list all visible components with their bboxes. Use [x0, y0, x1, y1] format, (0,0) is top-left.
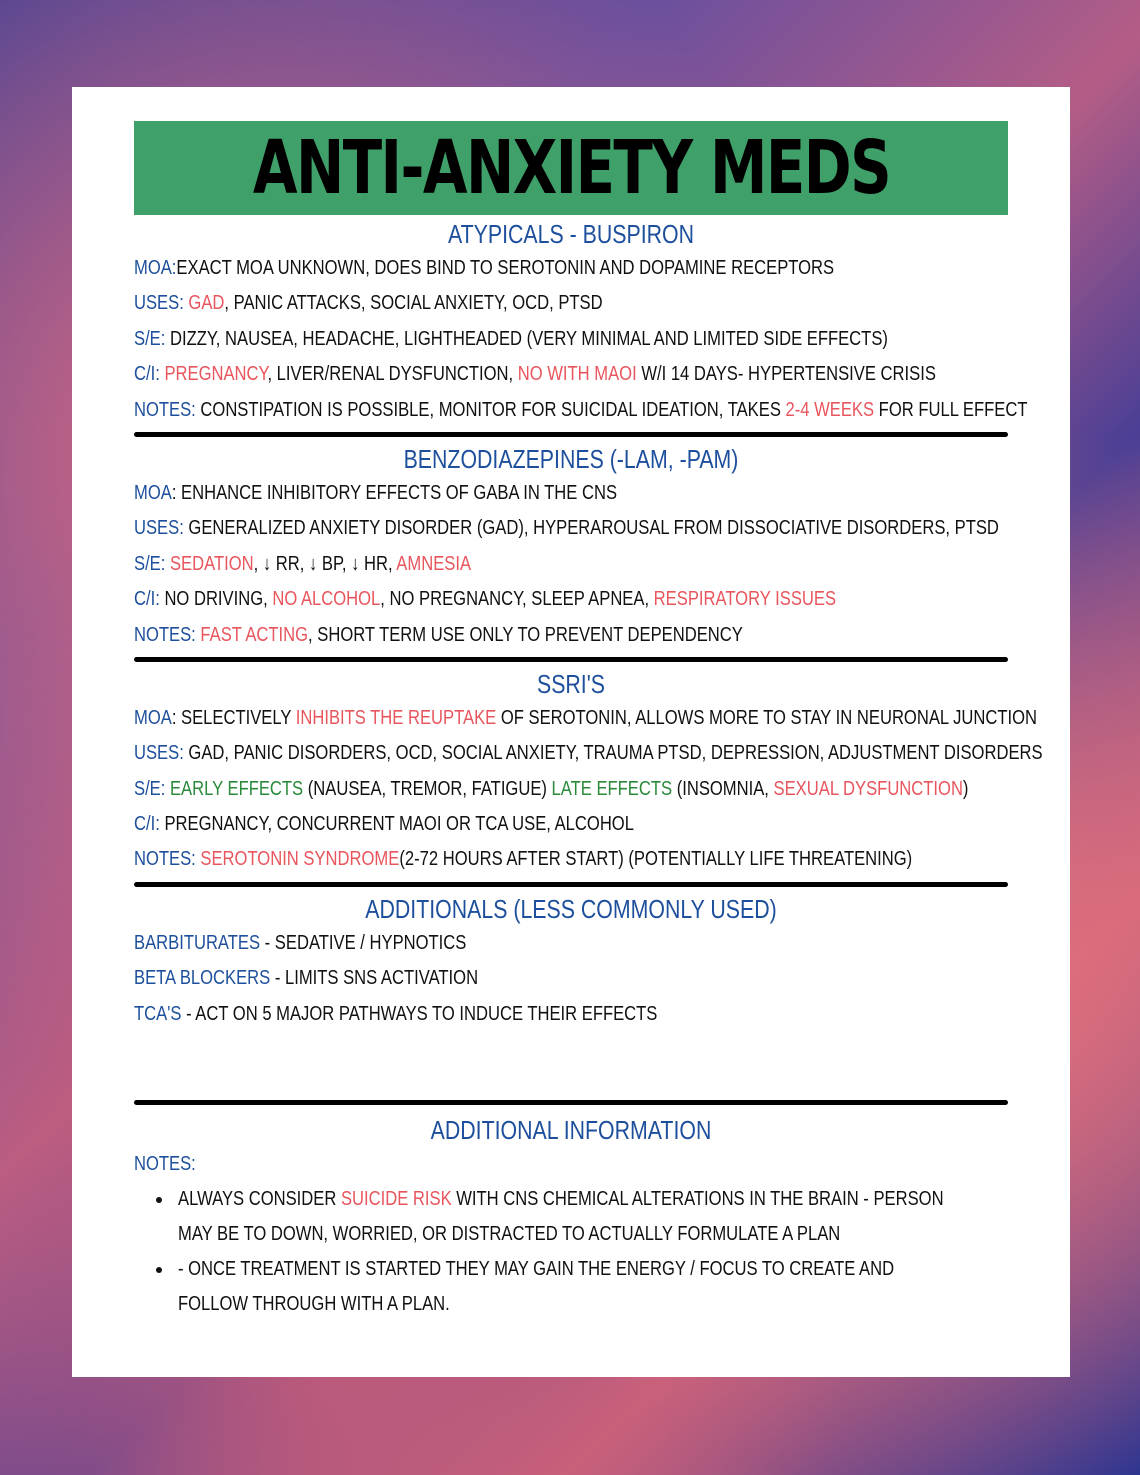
drug-class-text: - SEDATIVE / HYPNOTICS	[260, 931, 467, 954]
highlight-text: PREGNANCY	[164, 363, 268, 386]
additionals-item	[134, 926, 859, 961]
section-title-additional-information: ADDITIONAL INFORMATION	[430, 1115, 712, 1146]
highlight-text: NO WITH MAOI	[517, 363, 637, 386]
section-title-additionals: ADDITIONALS (LESS COMMONLY USED)	[365, 893, 777, 924]
section-divider	[134, 1100, 1008, 1105]
uses-text: GENERALIZED ANXIETY DISORDER (GAD), HYPERAROUSAL FROM DISSOCIATIVE DISORDERS, PTSD	[188, 517, 999, 540]
notes-label: NOTES:	[134, 398, 201, 421]
highlight-text: SEDATION	[169, 552, 254, 575]
additionals-item	[134, 961, 859, 996]
uses-text: , PANIC ATTACKS, SOCIAL ANXIETY, OCD, PTSD	[224, 292, 603, 315]
ci-text: PREGNANCY, CONCURRENT MAOI OR TCA USE, ALCOHOL	[164, 813, 634, 836]
section-title-ssri: SSRI'S	[536, 668, 606, 699]
ci-label: C/I:	[134, 588, 165, 611]
atypicals-ci-row	[134, 357, 936, 392]
uses-text: GAD, PANIC DISORDERS, OCD, SOCIAL ANXIETY, TRAUMA PTSD, DEPRESSION, ADJUSTMENT DISORDERS	[188, 742, 1043, 765]
benzo-ci-row	[134, 582, 859, 617]
ci-text: , LIVER/RENAL DYSFUNCTION,	[267, 363, 518, 386]
study-sheet	[72, 87, 1070, 1377]
se-label: S/E:	[134, 552, 170, 575]
section-title-atypicals: ATYPICALS - BUSPIRON	[447, 219, 695, 249]
se-label: S/E:	[134, 327, 170, 350]
title-banner	[134, 121, 1008, 215]
highlight-text: NO ALCOHOL	[272, 588, 381, 611]
moa-text: : ENHANCE INHIBITORY EFFECTS OF GABA IN THE CNS	[171, 481, 618, 504]
uses-label: USES:	[134, 742, 189, 765]
bullet-text	[178, 1182, 958, 1252]
benzo-moa-row	[134, 476, 859, 511]
ssri-notes-row	[134, 842, 913, 877]
bullet-text-part: WITH CNS CHEMICAL ALTERATIONS IN THE BRAIN - PERSON MAY BE TO DOWN, WORRIED, OR DISTRACTED TO ACTUALLY FORMULATE A PLAN	[178, 1188, 944, 1246]
ssri-moa-row	[134, 701, 1038, 736]
moa-text: OF SEROTONIN, ALLOWS MORE TO STAY IN NEURONAL JUNCTION	[496, 706, 1038, 729]
info-notes-list	[134, 1182, 1008, 1322]
section-divider	[134, 432, 1008, 437]
atypicals-se-row	[134, 322, 888, 357]
se-text: )	[962, 777, 969, 800]
list-item	[178, 1252, 1008, 1322]
se-text: , ↓ RR, ↓ BP, ↓ HR,	[253, 552, 397, 575]
ci-label: C/I:	[134, 363, 165, 386]
highlight-text: SUICIDE RISK	[340, 1188, 452, 1211]
highlight-text: INHIBITS THE REUPTAKE	[295, 706, 497, 729]
moa-label: MOA	[134, 706, 172, 729]
list-item	[178, 1182, 1008, 1252]
ci-text: NO DRIVING,	[164, 588, 273, 611]
notes-text: (2-72 HOURS AFTER START) (POTENTIALLY LIFE THREATENING)	[399, 848, 913, 871]
notes-text: CONSTIPATION IS POSSIBLE, MONITOR FOR SUICIDAL IDEATION, TAKES	[200, 398, 786, 421]
se-text: DIZZY, NAUSEA, HEADACHE, LIGHTHEADED (VERY MINIMAL AND LIMITED SIDE EFFECTS)	[169, 327, 888, 350]
notes-label: NOTES:	[134, 1153, 196, 1176]
info-notes-label-row	[134, 1147, 859, 1182]
highlight-text: RESPIRATORY ISSUES	[653, 588, 837, 611]
moa-label: MOA	[134, 481, 172, 504]
moa-label: MOA:	[134, 257, 177, 279]
additionals-item	[134, 997, 859, 1032]
se-text: (NAUSEA, TREMOR, FATIGUE)	[303, 777, 552, 800]
atypicals-moa-row	[134, 251, 859, 286]
moa-text: : SELECTIVELY	[171, 706, 296, 729]
drug-class-label: BETA BLOCKERS	[134, 967, 271, 990]
drug-class-text: - LIMITS SNS ACTIVATION	[270, 967, 479, 990]
ssri-ci-row	[134, 807, 859, 842]
notes-text: FOR FULL EFFECT	[874, 398, 1028, 421]
green-highlight-text: EARLY EFFECTS	[169, 777, 304, 800]
highlight-text: SEXUAL DYSFUNCTION	[773, 777, 963, 800]
atypicals-notes-row	[134, 393, 1028, 428]
uses-label: USES:	[134, 517, 189, 540]
ci-text: , NO PREGNANCY, SLEEP APNEA,	[380, 588, 654, 611]
moa-text: EXACT MOA UNKNOWN, DOES BIND TO SEROTONIN AND DOPAMINE RECEPTORS	[176, 257, 835, 279]
drug-class-text: - ACT ON 5 MAJOR PATHWAYS TO INDUCE THEIR EFFECTS	[181, 1002, 658, 1025]
se-label: S/E:	[134, 777, 170, 800]
notes-label: NOTES:	[134, 848, 201, 871]
notes-label: NOTES:	[134, 623, 201, 646]
section-divider	[134, 882, 1008, 887]
benzo-se-row	[134, 547, 859, 582]
spacer	[134, 1032, 1008, 1096]
highlight-text: GAD	[188, 292, 225, 315]
benzo-uses-row	[134, 511, 999, 546]
highlight-text: FAST ACTING	[200, 623, 309, 646]
atypicals-uses-row	[134, 286, 859, 321]
highlight-text: SEROTONIN SYNDROME	[200, 848, 400, 871]
drug-class-label: BARBITURATES	[134, 931, 261, 954]
ssri-uses-row	[134, 736, 1043, 771]
green-highlight-text: LATE EFFECTS	[551, 777, 673, 800]
highlight-text: 2-4 WEEKS	[785, 398, 875, 421]
notes-text: , SHORT TERM USE ONLY TO PREVENT DEPENDENCY	[308, 623, 743, 646]
page-title: ANTI-ANXIETY MEDS	[252, 125, 890, 211]
bullet-text-part: ALWAYS CONSIDER	[178, 1188, 341, 1211]
section-title-benzodiazepines: BENZODIAZEPINES (-LAM, -PAM)	[403, 443, 739, 474]
drug-class-label: TCA'S	[134, 1002, 182, 1025]
benzo-notes-row	[134, 618, 859, 653]
se-text: (INSOMNIA,	[672, 777, 774, 800]
uses-label: USES:	[134, 292, 189, 315]
highlight-text: AMNESIA	[396, 552, 472, 575]
ssri-se-row	[134, 772, 969, 807]
sheet-content	[134, 215, 1043, 1322]
section-divider	[134, 657, 1008, 662]
bullet-text: - ONCE TREATMENT IS STARTED THEY MAY GAIN THE ENERGY / FOCUS TO CREATE AND FOLLOW THROUGH WITH A PLAN.	[178, 1258, 895, 1316]
ci-text: W/I 14 DAYS- HYPERTENSIVE CRISIS	[636, 363, 936, 386]
ci-label: C/I:	[134, 813, 165, 836]
